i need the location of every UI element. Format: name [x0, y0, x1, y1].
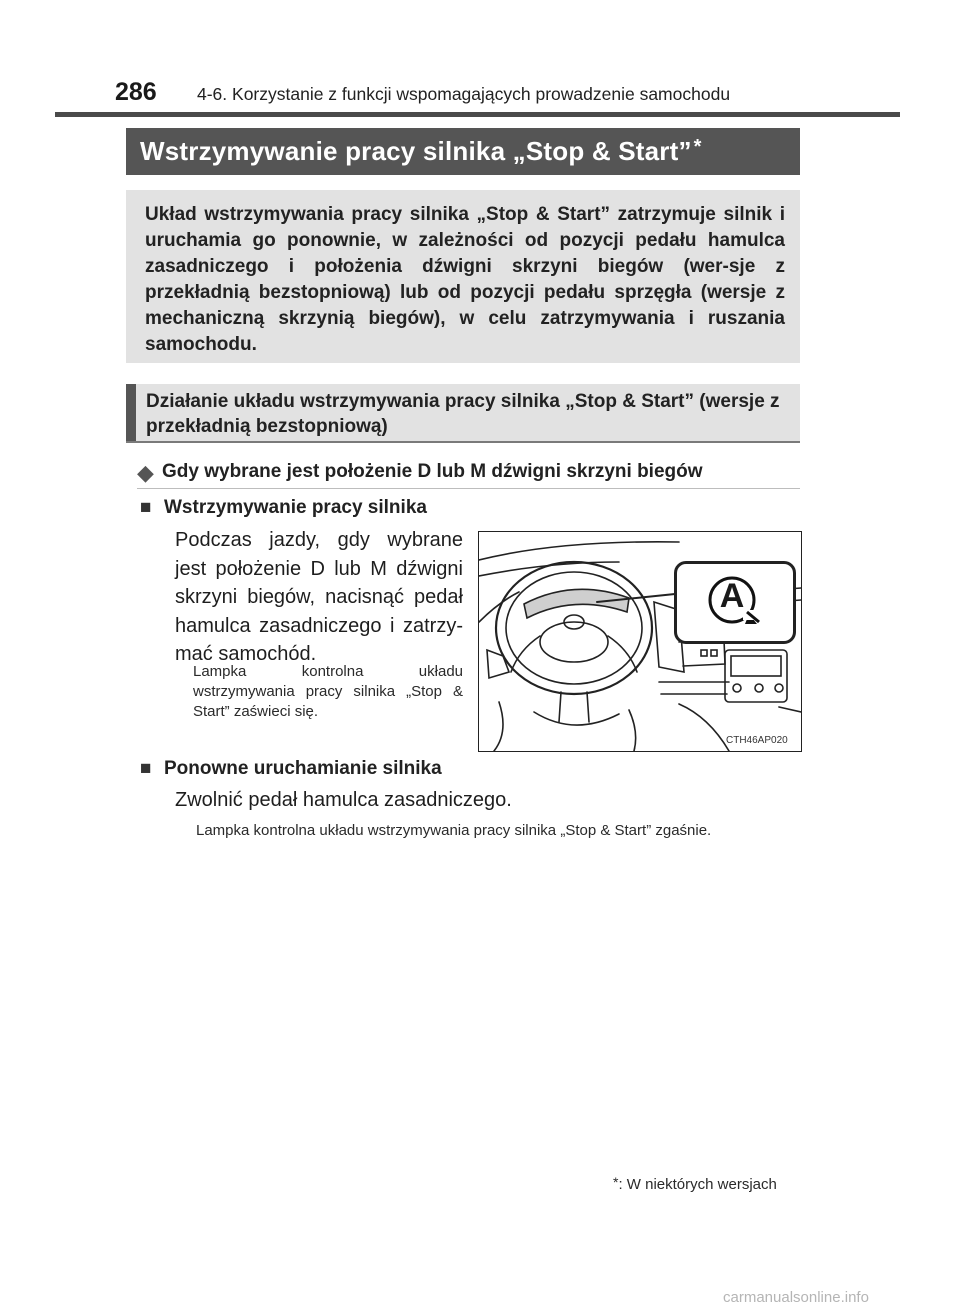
square-bullet-icon: ■	[140, 497, 152, 518]
block-note-engine-restart: Lampka kontrolna układu wstrzymywania pracy silnika „Stop & Start” zgaśnie.	[196, 822, 712, 839]
title-bar	[126, 128, 800, 175]
callout-letter: A	[719, 577, 745, 615]
footnote-asterisk-marker: *	[613, 1174, 619, 1190]
page-title-text: Wstrzymywanie pracy silnika „Stop & Start”	[140, 136, 692, 166]
footnote-text: : W niektórych wersjach	[618, 1176, 777, 1193]
block-text-engine-restart: Zwolnić pedał hamulca zasadniczego.	[175, 789, 512, 811]
block-heading-engine-stop: Wstrzymywanie pracy silnika	[164, 497, 427, 518]
page-number: 286	[115, 78, 157, 106]
square-bullet-icon: ■	[140, 758, 152, 779]
page-title	[140, 136, 702, 167]
dashboard-illustration	[478, 531, 802, 752]
footnote	[613, 1174, 777, 1193]
figure-code: CTH46AP020	[726, 735, 788, 746]
section-heading: Działanie układu wstrzymywania pracy silnika „Stop & Start” (wersje z przekładnią bezstopniową)	[146, 391, 780, 437]
diamond-icon: ◆	[137, 460, 154, 485]
watermark: carmanualsonline.info	[723, 1289, 869, 1306]
chapter-title: 4-6. Korzystanie z funkcji wspomagających prowadzenie samochodu	[197, 84, 731, 104]
block-note-engine-stop: Lampka kontrolna układu wstrzymywania pracy silnika „Stop & Start” zaświeci się.	[193, 663, 463, 720]
block-heading-engine-restart: Ponowne uruchamianie silnika	[164, 758, 442, 779]
section-heading-box	[126, 384, 800, 443]
subsection-heading: Gdy wybrane jest położenie D lub M dźwigni skrzyni biegów	[162, 461, 703, 482]
section-underline	[126, 441, 800, 443]
intro-text: Układ wstrzymywania pracy silnika „Stop & Start” zatrzymuje silnik i uruchamia go ponownie, w zależności od pozycji pedału hamulca zasadniczego i położenia dźwigni skrzyni biegów (wer-sje z przekładnią bezstopniową) lub od pozycji pedału sprzęgła (wersje z mechaniczną skrzynią biegów), w celu zatrzymywania i ruszania samochodu.	[145, 204, 785, 355]
intro-box	[126, 190, 800, 363]
block-text-engine-stop: Podczas jazdy, gdy wybrane jest położenie D lub M dźwigni skrzyni biegów, nacisnąć pedał hamulca zasadniczego i zatrzy-mać samochód.	[175, 529, 463, 665]
callout-bubble	[674, 561, 796, 644]
title-asterisk-marker: *	[693, 136, 702, 158]
subsection-rule	[137, 488, 800, 489]
header-rule	[55, 112, 900, 117]
section-accent-bar	[126, 384, 136, 443]
